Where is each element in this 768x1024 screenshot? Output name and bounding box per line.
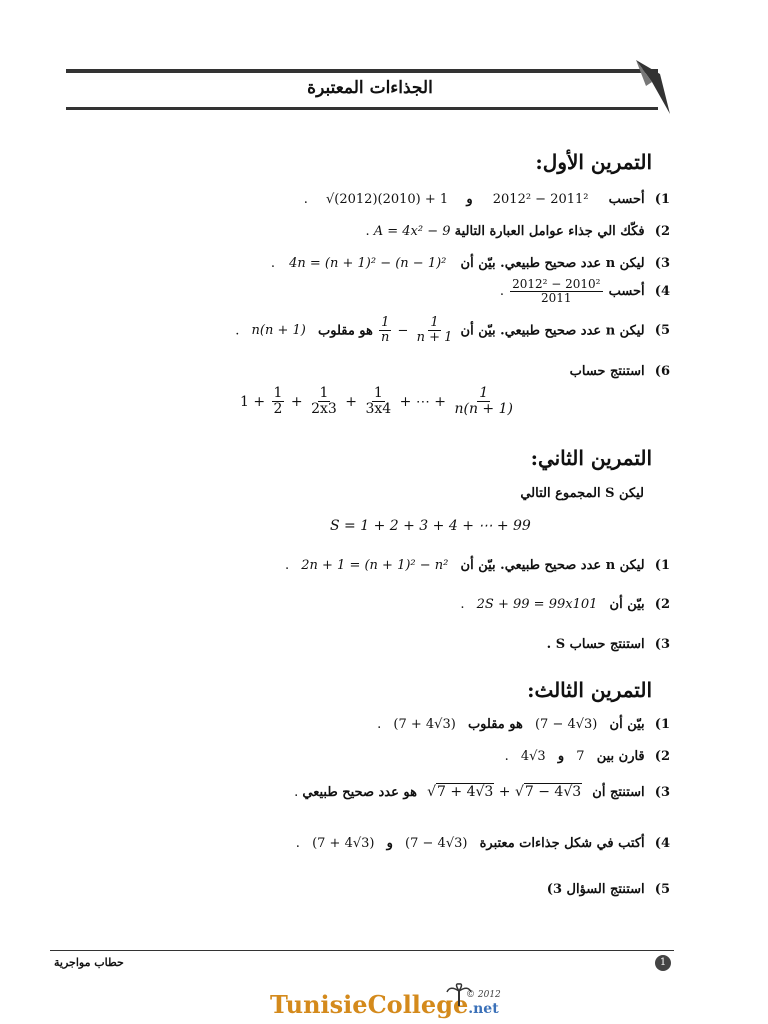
- ex2-q3: 3) استنتج حساب S .: [546, 637, 670, 652]
- ex3-q5: 5) استنتج السؤال 3): [546, 882, 670, 897]
- ex3-q2: 2) قارن بين 7 و 4√3 .: [504, 749, 670, 764]
- ex1-q6: 6) استنتج حساب: [569, 364, 670, 379]
- ex3-q4: 4) أكتب في شكل جذاءات معتبرة (7 − 4√3) و (7 + 4√3) .: [295, 836, 670, 851]
- fraction: $\frac{\text{2012² − 2010²}}{2011}$: [512, 277, 601, 306]
- ex2-q2: 2) بيّن أن 2S + 99 = 99x101 .: [460, 597, 670, 612]
- ex2-q1: 1) ليكن n عدد صحيح طبيعي. بيّن أن 2n + 1 = (n + 1)² − n² .: [284, 558, 670, 573]
- header-top-rule: [66, 69, 658, 73]
- ex1-q2: 2) فكّك الي جذاء عوامل العبارة التالية A = 4x² − 9 .: [365, 224, 670, 239]
- author-name: حطاب مواجرية: [54, 956, 124, 969]
- ex1-q4: 4) أحسب $\frac{\text{2012² − 2010²}}{2011}$ .: [499, 277, 670, 306]
- q-number: 1): [654, 192, 670, 207]
- ex3-q1: 1) بيّن أن (7 − 4√3) هو مقلوب (7 + 4√3) .: [377, 717, 670, 732]
- page-number-badge: 1: [655, 955, 671, 971]
- ex3-title: التمرين الثالث:: [527, 678, 652, 702]
- ex1-series: 1 + $\frac{1}{2}$ + $\frac{1}{2x3}$ + $\frac{1}{3x4}$ + ⋯ + $\frac{1}{n(n + 1)}$: [240, 385, 513, 418]
- ex2-title: التمرين الثاني:: [530, 446, 652, 470]
- palm-tree-icon: [446, 983, 472, 1007]
- ex1-q5: 5) ليكن n عدد صحيح طبيعي. بيّن أن $\frac{1}{n}$ − $\frac{1}{n + 1}$ هو مقلوب n(n + 1) .: [235, 315, 670, 346]
- header-bottom-rule: [66, 107, 658, 110]
- header-title: الجذاءات المعتبرة: [307, 78, 433, 98]
- ex1-q3: 3) ليكن n عدد صحيح طبيعي. بيّن أن 4n = (n + 1)² − (n − 1)² .: [270, 256, 670, 271]
- ex1-q1: 1) أحسب 2012² − 2011² و √(2012)(2010) + 1 .: [303, 192, 670, 207]
- ex2-sum: S = 1 + 2 + 3 + 4 + ⋯ + 99: [330, 518, 531, 534]
- ex2-intro: ليكن S المجموع التالي: [520, 486, 644, 501]
- ex3-q3: 3) استنتج أن √7 + 4√3 + √7 − 4√3 هو عدد صحيح طبيعي .: [294, 784, 670, 800]
- site-brand[interactable]: TunisieCollege.net: [270, 990, 499, 1019]
- footer-rule: [50, 950, 674, 951]
- copyright-year: © 2012: [466, 990, 501, 1000]
- quill-icon: [630, 56, 672, 118]
- ex1-title: التمرين الأول:: [535, 150, 652, 174]
